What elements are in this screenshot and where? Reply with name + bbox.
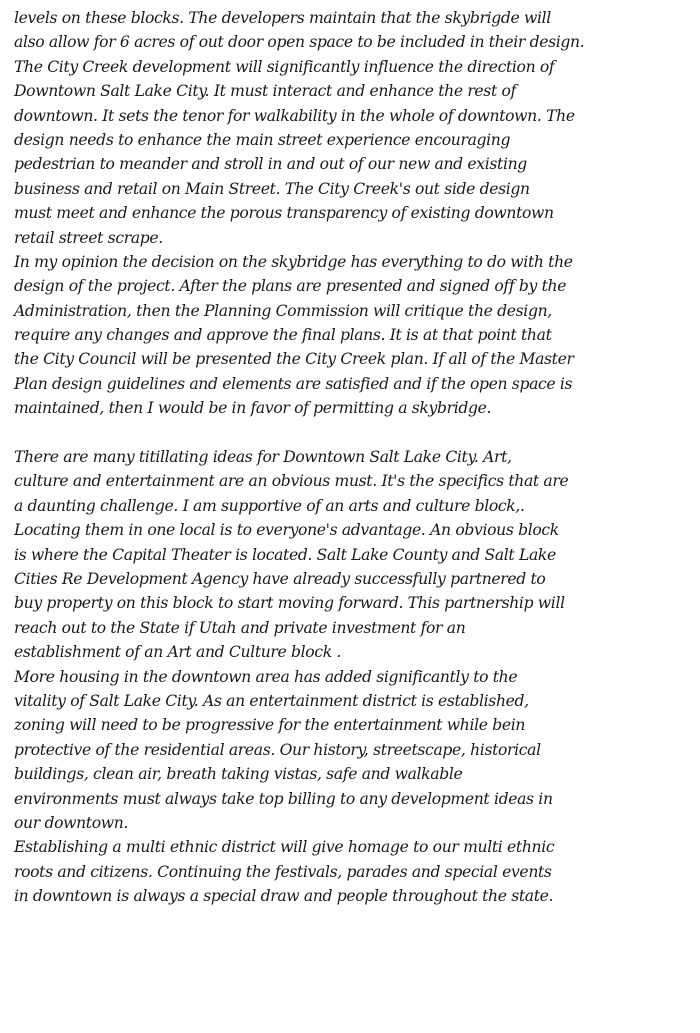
text-line: design needs to enhance the main street experience encouraging bbox=[14, 130, 511, 149]
text-line: the City Council will be presented the City Creek plan. If all of the Master bbox=[14, 350, 574, 369]
text-line: establishment of an Art and Culture block . bbox=[14, 643, 342, 662]
text-line: roots and citizens. Continuing the festivals, parades and special events bbox=[14, 862, 552, 881]
text-line: culture and entertainment are an obvious must. It's the specifics that are bbox=[14, 472, 569, 491]
text-line: require any changes and approve the final plans. It is at that point that bbox=[14, 326, 552, 345]
text-line: in downtown is always a special draw and people throughout the state. bbox=[14, 887, 554, 906]
text-line: Plan design guidelines and elements are satisfied and if the open space is bbox=[14, 374, 573, 393]
text-line: Downtown Salt Lake City. It must interact and enhance the rest of bbox=[14, 82, 516, 101]
text-line: also allow for 6 acres of out door open space to be included in their design. bbox=[14, 33, 585, 52]
blank-line bbox=[14, 421, 690, 445]
text-line: protective of the residential areas. Our history, streetscape, historical bbox=[14, 740, 541, 759]
text-line: zoning will need to be progressive for the entertainment while bein bbox=[14, 716, 526, 735]
text-line: Administration, then the Planning Commission will critique the design, bbox=[14, 301, 552, 320]
text-line: our downtown. bbox=[14, 813, 129, 832]
text-line: vitality of Salt Lake City. As an entertainment district is established, bbox=[14, 691, 529, 710]
text-line: More housing in the downtown area has added significantly to the bbox=[14, 667, 518, 686]
text-line: maintained, then I would be in favor of permitting a skybridge. bbox=[14, 399, 492, 418]
handwritten-text-block bbox=[14, 6, 690, 908]
text-line: There are many titillating ideas for Downtown Salt Lake City. Art, bbox=[14, 448, 512, 467]
text-line: levels on these blocks. The developers maintain that the skybrigde will bbox=[14, 9, 551, 27]
text-line: downtown. It sets the tenor for walkability in the whole of downtown. The bbox=[14, 106, 575, 125]
text-line: design of the project. After the plans are presented and signed off by the bbox=[14, 277, 567, 296]
text-line: a daunting challenge. I am supportive of an arts and culture block,. bbox=[14, 496, 525, 515]
text-line: Cities Re Development Agency have already successfully partnered to bbox=[14, 569, 546, 588]
text-line: pedestrian to meander and stroll in and out of our new and existing bbox=[14, 155, 527, 174]
text-line: buildings, clean air, breath taking vistas, safe and walkable bbox=[14, 765, 463, 784]
text-line: retail street scrape. bbox=[14, 228, 163, 247]
text-line: must meet and enhance the porous transparency of existing downtown bbox=[14, 204, 554, 223]
text-line: Establishing a multi ethnic district will give homage to our multi ethnic bbox=[14, 838, 555, 857]
text-line: buy property on this block to start moving forward. This partnership will bbox=[14, 594, 565, 613]
text-line: reach out to the State if Utah and private investment for an bbox=[14, 618, 466, 637]
text-line: is where the Capital Theater is located. Salt Lake County and Salt Lake bbox=[14, 545, 556, 564]
text-line: The City Creek development will significantly influence the direction of bbox=[14, 57, 555, 76]
text-line: business and retail on Main Street. The City Creek's out side design bbox=[14, 179, 530, 198]
text-line: environments must always take top billing to any development ideas in bbox=[14, 789, 553, 808]
text-line: Locating them in one local is to everyone's advantage. An obvious block bbox=[14, 521, 559, 540]
text-line: In my opinion the decision on the skybridge has everything to do with the bbox=[14, 252, 573, 271]
